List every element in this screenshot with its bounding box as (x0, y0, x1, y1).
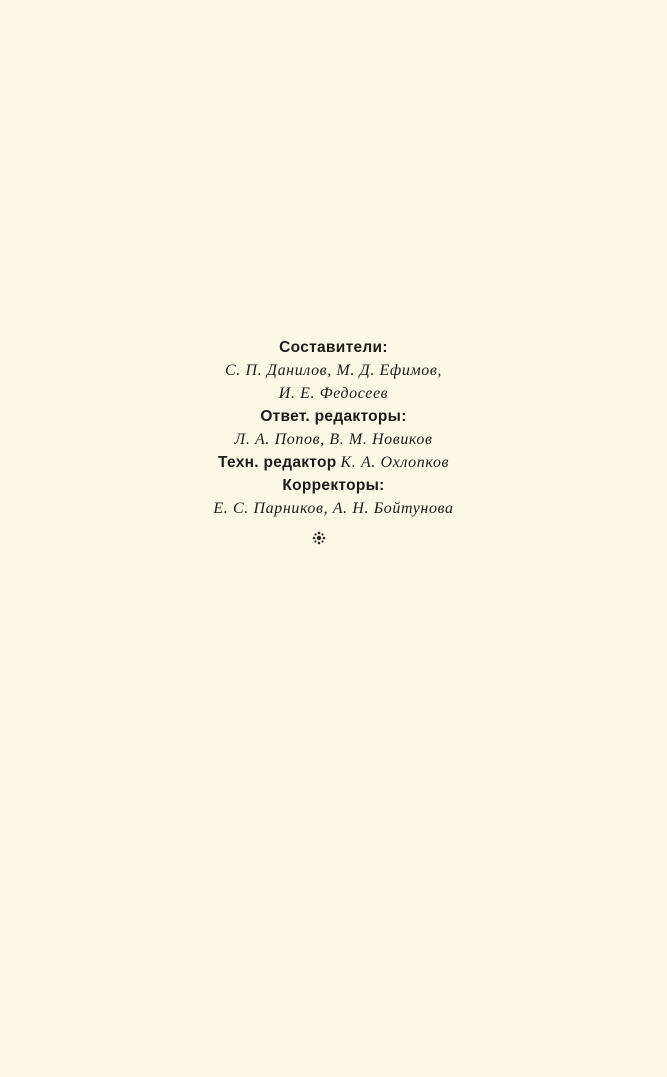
tech-editor-label: Техн. редактор (218, 454, 337, 471)
tech-editor-line (0, 451, 667, 474)
asterism-ornament-icon (312, 531, 326, 545)
compilers-heading: Составители: (279, 339, 388, 356)
editors-names: Л. А. Попов, В. М. Новиков (234, 431, 433, 448)
tech-editor-name: К. А. Охлопков (340, 454, 449, 471)
compilers-names-line-1: С. П. Данилов, М. Д. Ефимов, (224, 362, 443, 379)
compilers-names-line-2: И. Е. Федосеев (278, 385, 389, 402)
proofreaders-heading: Корректоры: (282, 477, 385, 494)
proofreaders-names: Е. С. Парников, А. Н. Бойтунова (213, 500, 454, 517)
credits-block (0, 336, 667, 520)
editors-heading: Ответ. редакторы: (260, 408, 407, 425)
